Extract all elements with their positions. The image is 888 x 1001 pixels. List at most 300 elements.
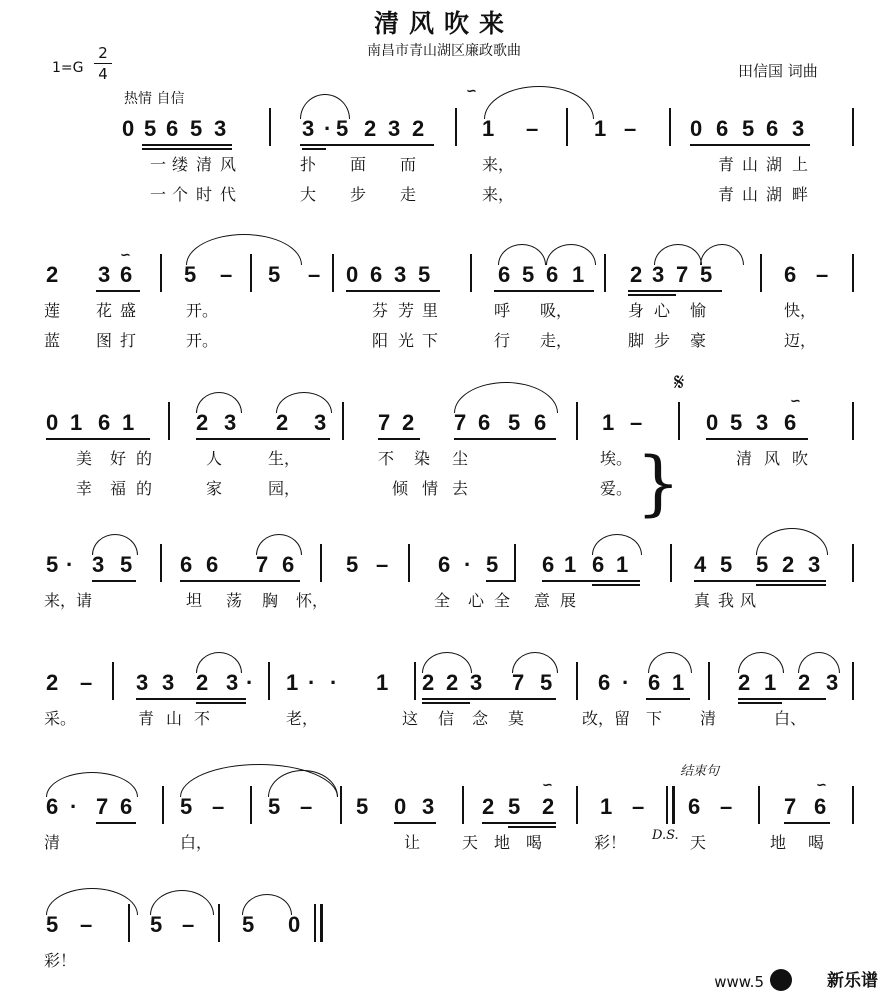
- slur: [756, 528, 828, 555]
- note: 2: [446, 670, 459, 695]
- note: 5: [242, 912, 255, 937]
- note: 1: [572, 262, 585, 287]
- note: 6: [814, 794, 827, 819]
- rhythm-underline: [454, 438, 556, 440]
- bar-line: [760, 254, 762, 292]
- rhythm-underline: [196, 702, 246, 704]
- time-signature-top: 2: [98, 44, 108, 62]
- note: 6: [98, 410, 111, 435]
- bar-line: [340, 786, 342, 824]
- lyric-verse-1: 让: [404, 833, 421, 852]
- note: 5: [184, 262, 197, 287]
- bar-line: [160, 254, 162, 292]
- note: 1: [286, 670, 299, 695]
- slur: [196, 652, 242, 673]
- note: 1: [616, 552, 629, 577]
- lyric-verse-1: 清: [736, 449, 753, 468]
- rhythm-underline: [706, 438, 808, 440]
- note: 7: [454, 410, 467, 435]
- lyric-verse-1: 莲: [44, 301, 61, 320]
- ornament-mark: ∽: [120, 248, 131, 263]
- note: ·: [622, 670, 630, 695]
- time-signature: [94, 44, 112, 83]
- note: 5: [190, 116, 203, 141]
- rhythm-underline: [646, 698, 690, 700]
- note: 6: [180, 552, 193, 577]
- slur: [738, 652, 784, 673]
- slur: [300, 94, 350, 119]
- note: 6: [766, 116, 779, 141]
- lyric-verse-1: 真: [694, 591, 711, 610]
- note: 1: [564, 552, 577, 577]
- rhythm-underline: [256, 580, 300, 582]
- bar-line: [320, 544, 322, 582]
- lyric-verse-1: 呼: [494, 301, 511, 320]
- slur: [546, 244, 596, 265]
- note: 6: [120, 794, 133, 819]
- slur: [592, 534, 642, 555]
- note: 5: [120, 552, 133, 577]
- lyric-verse-2: 走，: [540, 331, 573, 350]
- lyric-verse-1: 清: [196, 155, 213, 174]
- note: 6: [478, 410, 491, 435]
- note: 5: [756, 552, 769, 577]
- note: 2: [798, 670, 811, 695]
- note: –: [220, 262, 233, 287]
- note: 1: [600, 794, 613, 819]
- lyric-verse-1: 来，: [482, 155, 515, 174]
- note: 6: [120, 262, 133, 287]
- rhythm-underline: [694, 580, 826, 582]
- ending-label: 结束句: [680, 764, 720, 779]
- bar-line: [342, 402, 344, 440]
- lyric-verse-1: 芳: [398, 301, 415, 320]
- note: 5: [346, 552, 359, 577]
- lyric-verse-1: 吸，: [540, 301, 573, 320]
- note: –: [376, 552, 389, 577]
- note: 6: [784, 262, 797, 287]
- rhythm-underline: [486, 580, 514, 582]
- lyric-verse-1: 念: [472, 709, 489, 728]
- lyric-verse-1: 上: [792, 155, 809, 174]
- rhythm-underline: [302, 148, 326, 150]
- rhythm-underline: [546, 290, 594, 292]
- note: 5: [508, 794, 521, 819]
- lyric-verse-1: 荡: [226, 591, 243, 610]
- lyric-verse-2: 阳: [372, 331, 389, 350]
- note: 3: [214, 116, 227, 141]
- lyric-verse-1: 怀，: [296, 591, 329, 610]
- note: –: [720, 794, 733, 819]
- note: 5: [730, 410, 743, 435]
- rhythm-underline: [394, 822, 436, 824]
- rhythm-underline: [92, 580, 136, 582]
- lyric-verse-2: 幸: [76, 479, 93, 498]
- note: 7: [676, 262, 689, 287]
- bar-line: [708, 662, 710, 700]
- note: 0: [122, 116, 135, 141]
- lyric-verse-1: 不: [194, 709, 211, 728]
- ornament-mark: ∽: [466, 84, 477, 99]
- key-signature: 1=G: [52, 60, 84, 76]
- note: ·: [246, 670, 254, 695]
- note: 7: [96, 794, 109, 819]
- note: 2: [196, 410, 209, 435]
- note: –: [624, 116, 637, 141]
- bar-line: [852, 108, 854, 146]
- note: 4: [694, 552, 707, 577]
- segno-sign: 𝄋: [674, 368, 685, 396]
- note: 3: [422, 794, 435, 819]
- lyric-verse-1: 莫: [508, 709, 525, 728]
- lyric-verse-1: 美: [76, 449, 93, 468]
- slur: [196, 392, 242, 413]
- lyric-verse-1: 全: [434, 591, 451, 610]
- note: 6: [784, 410, 797, 435]
- ornament-mark: ∽: [790, 394, 801, 409]
- note: 2: [482, 794, 495, 819]
- slur: [454, 382, 558, 413]
- slur: [654, 244, 702, 265]
- lyric-verse-1: 盛: [120, 301, 137, 320]
- bar-line: [168, 402, 170, 440]
- note: 2: [542, 794, 555, 819]
- slur: [186, 234, 302, 265]
- rhythm-underline: [196, 438, 330, 440]
- lyric-verse-1: 全: [494, 591, 511, 610]
- note: 3: [826, 670, 839, 695]
- note: –: [212, 794, 225, 819]
- lyric-verse-1: 喝: [526, 833, 543, 852]
- note: –: [80, 670, 93, 695]
- note: 5: [180, 794, 193, 819]
- note: –: [526, 116, 539, 141]
- author-credit: 田信国 词曲: [738, 62, 818, 80]
- bar-line: [462, 786, 464, 824]
- note: 5: [46, 912, 59, 937]
- bar-line: [852, 786, 854, 824]
- lyric-verse-1: 清: [44, 833, 61, 852]
- lyric-verse-1: 染: [414, 449, 431, 468]
- rhythm-underline: [142, 148, 232, 150]
- note: 6: [206, 552, 219, 577]
- note: 1: [602, 410, 615, 435]
- lyric-verse-1: 芬: [372, 301, 389, 320]
- bar-line: [576, 402, 578, 440]
- slur: [422, 652, 472, 673]
- slur: [498, 244, 546, 265]
- slur: [46, 888, 138, 915]
- note: 5: [150, 912, 163, 937]
- lyric-verse-1: 采。: [44, 709, 77, 728]
- note: 7: [512, 670, 525, 695]
- rhythm-underline: [422, 702, 470, 704]
- note: –: [80, 912, 93, 937]
- note: –: [308, 262, 321, 287]
- note: 0: [394, 794, 407, 819]
- note: 1: [764, 670, 777, 695]
- note: 6: [46, 794, 59, 819]
- bar-line: [455, 108, 457, 146]
- rhythm-underline: [96, 290, 140, 292]
- lyric-verse-1: 埃。: [600, 449, 633, 468]
- lyric-verse-1: 这: [402, 709, 419, 728]
- bar-line: [604, 254, 606, 292]
- note: 0: [46, 410, 59, 435]
- note: –: [182, 912, 195, 937]
- bar-line: [162, 786, 164, 824]
- note: 2: [630, 262, 643, 287]
- rhythm-underline: [482, 822, 556, 824]
- note: 0: [346, 262, 359, 287]
- bar-line: [470, 254, 472, 292]
- lyric-verse-1: 扑: [300, 155, 317, 174]
- bar-line: [576, 786, 578, 824]
- note: ·: [330, 670, 338, 695]
- lyric-verse-2: 脚: [628, 331, 645, 350]
- lyric-verse-1: 风: [764, 449, 781, 468]
- note: 2: [782, 552, 795, 577]
- lyric-verse-2: 时: [196, 185, 213, 204]
- lyric-verse-2: 青: [718, 185, 735, 204]
- lyric-verse-1: 面: [350, 155, 367, 174]
- note: 2: [412, 116, 425, 141]
- note: ·: [70, 794, 78, 819]
- lyric-verse-2: 光: [398, 331, 415, 350]
- note: 5: [700, 262, 713, 287]
- note: 5: [720, 552, 733, 577]
- note: 6: [546, 262, 559, 287]
- lyric-verse-1: 生，: [268, 449, 301, 468]
- note: 6: [282, 552, 295, 577]
- note: 3: [388, 116, 401, 141]
- lyric-verse-1: 下: [646, 709, 663, 728]
- rhythm-underline: [628, 294, 676, 296]
- rhythm-underline: [756, 584, 826, 586]
- bar-line: [332, 254, 334, 292]
- note: ·: [308, 670, 316, 695]
- lyric-verse-1: 好: [110, 449, 127, 468]
- bar-line: [268, 662, 270, 700]
- note: –: [630, 410, 643, 435]
- rhythm-underline: [362, 144, 434, 146]
- note: 2: [738, 670, 751, 695]
- bar-line: [852, 544, 854, 582]
- note: 6: [688, 794, 701, 819]
- note: 6: [370, 262, 383, 287]
- lyric-verse-1: 山: [166, 709, 183, 728]
- note: 3: [98, 262, 111, 287]
- note: 6: [648, 670, 661, 695]
- bar-line: [666, 786, 668, 824]
- note: 3: [226, 670, 239, 695]
- lyric-verse-2: 倾: [392, 479, 409, 498]
- song-title: 清风吹来: [373, 9, 514, 38]
- rhythm-underline: [676, 290, 722, 292]
- lyric-verse-2: 去: [452, 479, 469, 498]
- note: 2: [402, 410, 415, 435]
- watermark-url: www.5: [714, 973, 764, 991]
- note: 6: [166, 116, 179, 141]
- dal-segno-mark: D.S.: [652, 828, 679, 843]
- note: –: [816, 262, 829, 287]
- lyric-verse-2: 迈，: [784, 331, 817, 350]
- rhythm-underline: [738, 698, 826, 700]
- rhythm-underline: [142, 144, 232, 146]
- lyric-verse-1: 彩！: [44, 951, 77, 970]
- note: 6: [534, 410, 547, 435]
- rhythm-underline: [370, 290, 440, 292]
- note: 5: [144, 116, 157, 141]
- lyric-verse-1: 青: [718, 155, 735, 174]
- tempo-marking: 热情 自信: [124, 91, 185, 107]
- rhythm-underline: [508, 826, 556, 828]
- lyric-verse-1: 彩！: [594, 833, 627, 852]
- note: 3: [652, 262, 665, 287]
- bar-line: [408, 544, 410, 582]
- lyric-verse-2: 个: [172, 185, 189, 204]
- lyric-verse-1: 天: [690, 833, 707, 852]
- bar-line: [269, 108, 271, 146]
- note: 6: [542, 552, 555, 577]
- note: 3: [92, 552, 105, 577]
- bar-line: [160, 544, 162, 582]
- note: 5: [46, 552, 59, 577]
- lyric-verse-1: 愉: [690, 301, 707, 320]
- bar-line: [852, 662, 854, 700]
- note: 3: [470, 670, 483, 695]
- lyric-verse-1: 风: [220, 155, 237, 174]
- lyric-verse-1: 意: [534, 591, 551, 610]
- lyric-verse-1: 风: [740, 591, 757, 610]
- note: 5: [522, 262, 535, 287]
- note: 7: [378, 410, 391, 435]
- repeat-barline: [672, 786, 675, 824]
- lyric-verse-1: 地: [494, 833, 511, 852]
- bar-line: [758, 786, 760, 824]
- verse-brace: }: [636, 442, 681, 524]
- slur: [484, 86, 594, 119]
- lyric-verse-2: 山: [742, 185, 759, 204]
- note: 5: [742, 116, 755, 141]
- lyric-verse-1: 地: [770, 833, 787, 852]
- lyric-verse-2: 的: [136, 479, 153, 498]
- note: 2: [422, 670, 435, 695]
- note: 6: [598, 670, 611, 695]
- lyric-verse-2: 大: [300, 185, 317, 204]
- lyric-verse-2: 行: [494, 331, 511, 350]
- lyric-verse-2: 一: [150, 185, 167, 204]
- lyric-verse-1: 改，留: [582, 709, 631, 728]
- note: 1: [376, 670, 389, 695]
- note: 3: [756, 410, 769, 435]
- lyric-verse-1: 心: [654, 301, 671, 320]
- rhythm-underline: [592, 584, 640, 586]
- lyric-verse-1: 胸: [262, 591, 279, 610]
- note: 1: [70, 410, 83, 435]
- note: 3: [314, 410, 327, 435]
- note: 5: [486, 552, 499, 577]
- bar-line: [112, 662, 114, 700]
- time-signature-bottom: 4: [98, 65, 108, 83]
- lyric-verse-2: 畔: [792, 185, 809, 204]
- lyric-verse-1: 快，: [784, 301, 817, 320]
- record-icon: [770, 969, 792, 991]
- note: 2: [46, 670, 59, 695]
- lyric-verse-2: 步: [350, 185, 367, 204]
- note: –: [632, 794, 645, 819]
- lyric-verse-1: 天: [462, 833, 479, 852]
- lyric-verse-1: 展: [560, 591, 577, 610]
- note: ·: [66, 552, 74, 577]
- final-barline: [320, 904, 323, 942]
- rhythm-underline: [542, 580, 640, 582]
- note: 3: [224, 410, 237, 435]
- note: 3: [302, 116, 315, 141]
- lyric-verse-1: 人: [206, 449, 223, 468]
- lyric-verse-2: 豪: [690, 331, 707, 350]
- lyric-verse-2: 开。: [186, 331, 219, 350]
- lyric-verse-2: 家: [206, 479, 223, 498]
- note: 3: [162, 670, 175, 695]
- slur: [648, 652, 692, 673]
- note: 3: [394, 262, 407, 287]
- lyric-verse-1: 心: [468, 591, 485, 610]
- note: 6: [498, 262, 511, 287]
- rhythm-underline: [96, 822, 136, 824]
- lyric-verse-2: 图: [96, 331, 113, 350]
- lyric-verse-1: 坦: [186, 591, 203, 610]
- note: 2: [46, 262, 59, 287]
- brand-logo-text: 新乐谱: [827, 971, 878, 991]
- note: 1: [594, 116, 607, 141]
- lyric-verse-1: 白、: [774, 709, 807, 728]
- bar-line: [852, 402, 854, 440]
- ornament-mark: ∽: [542, 778, 553, 793]
- rhythm-underline: [512, 698, 556, 700]
- lyric-verse-1: 信: [438, 709, 455, 728]
- bar-line: [852, 254, 854, 292]
- slur: [276, 392, 332, 413]
- lyric-verse-1: 湖: [766, 155, 783, 174]
- note: 2: [196, 670, 209, 695]
- bar-line: [670, 544, 672, 582]
- lyric-verse-1: 里: [422, 301, 439, 320]
- note: ·: [324, 116, 332, 141]
- rhythm-underline: [136, 698, 246, 700]
- rhythm-underline: [738, 702, 782, 704]
- note: 3: [136, 670, 149, 695]
- lyric-verse-2: 情: [422, 479, 439, 498]
- note: 3: [792, 116, 805, 141]
- rhythm-underline: [498, 290, 546, 292]
- lyric-verse-1: 的: [136, 449, 153, 468]
- lyric-verse-1: 白，: [180, 833, 213, 852]
- bar-line: [576, 662, 578, 700]
- note: 3: [808, 552, 821, 577]
- slur: [150, 890, 214, 915]
- bar-line: [678, 402, 680, 440]
- song-subtitle: 南昌市青山湖区廉政歌曲: [367, 43, 521, 59]
- lyric-verse-1: 花: [96, 301, 113, 320]
- lyric-verse-1: 不: [378, 449, 395, 468]
- lyric-verse-1: 喝: [808, 833, 825, 852]
- lyric-verse-2: 步: [654, 331, 671, 350]
- note: 2: [276, 410, 289, 435]
- rhythm-underline: [378, 438, 420, 440]
- lyric-verse-1: 身: [628, 301, 645, 320]
- note: 6: [592, 552, 605, 577]
